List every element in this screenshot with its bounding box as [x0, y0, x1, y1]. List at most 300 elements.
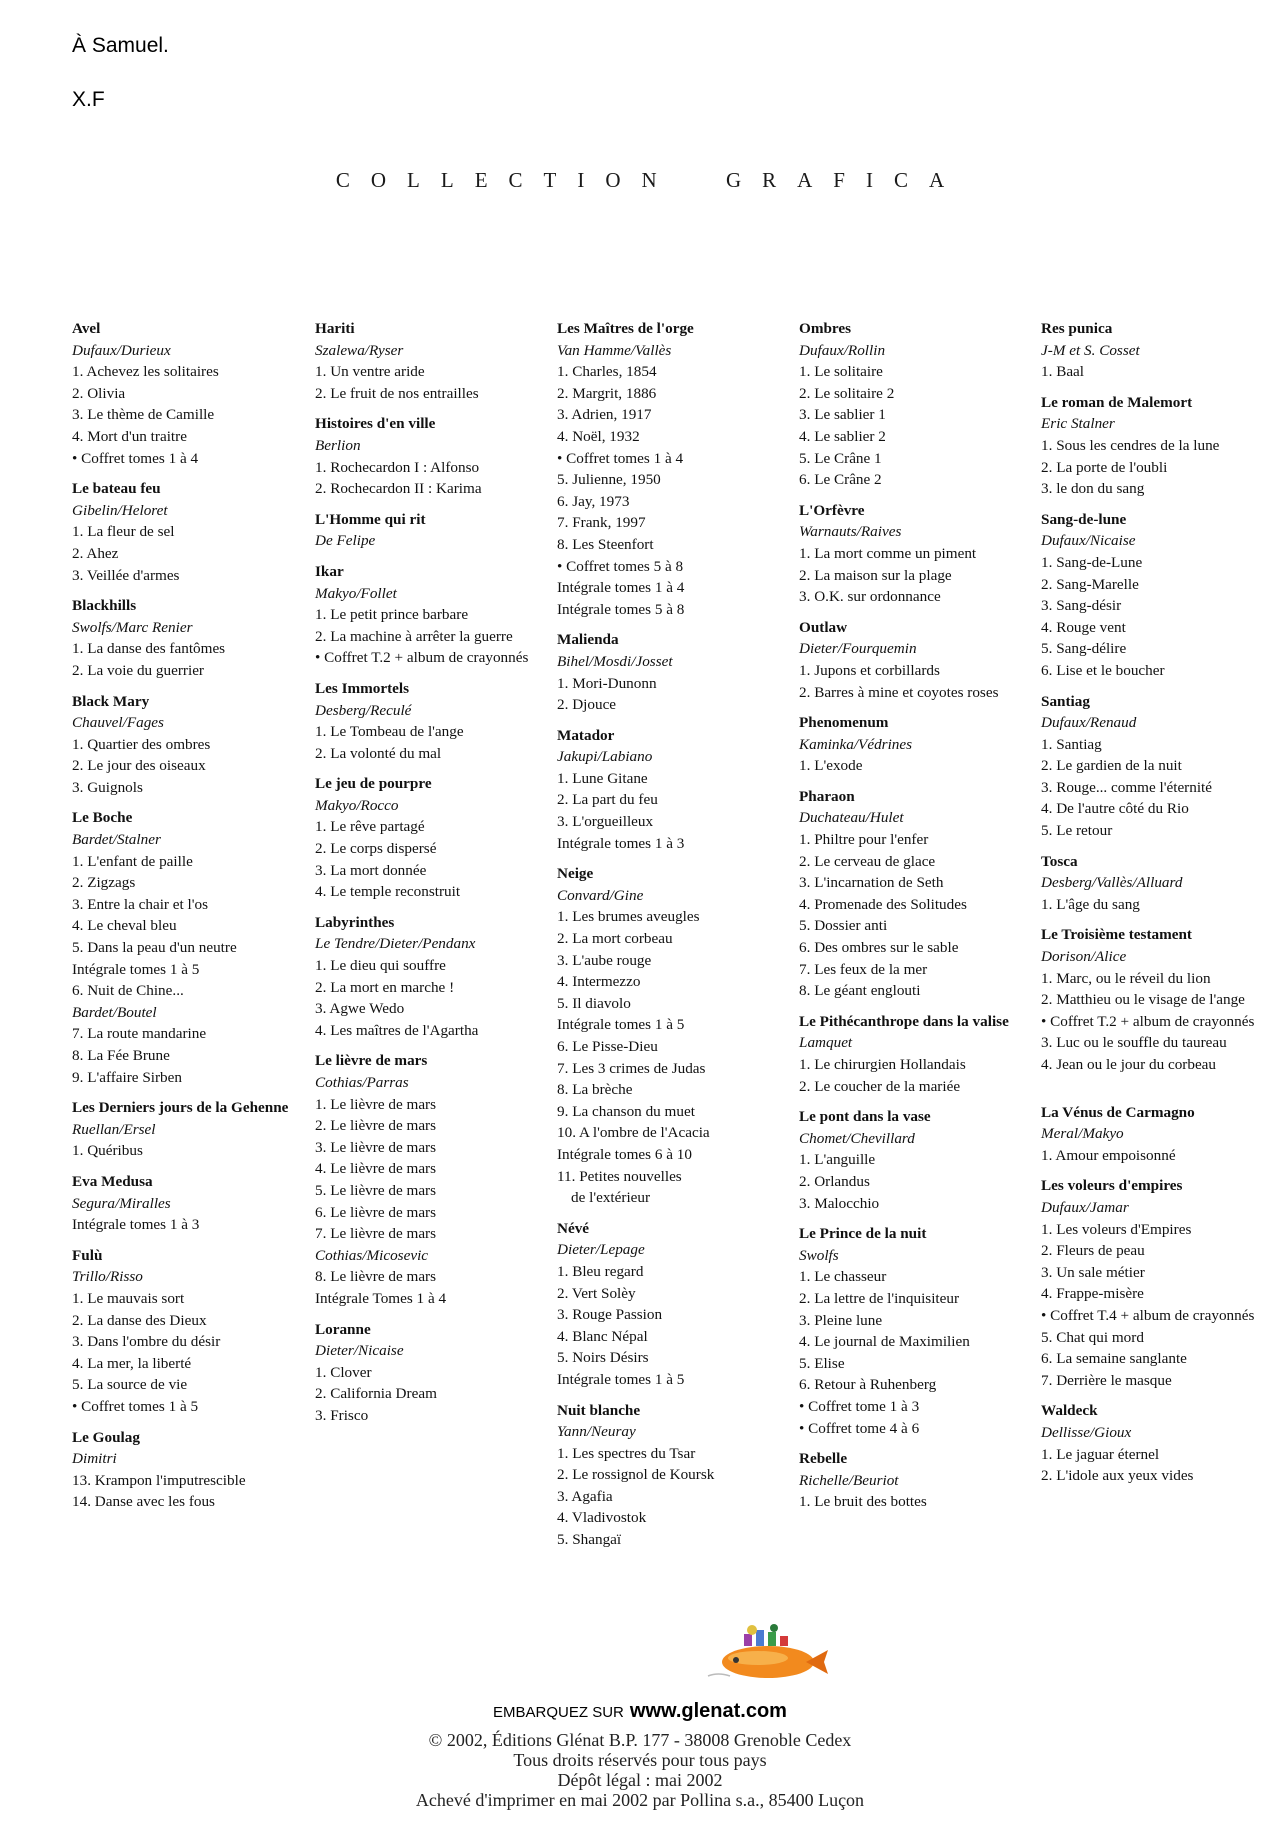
- series-item: 2. Orlandus: [799, 1172, 870, 1190]
- series-block: [799, 786, 1031, 1002]
- series-item: 1. Le lièvre de mars: [315, 1095, 437, 1113]
- series-item: 10. A l'ombre de l'Acacia: [557, 1124, 710, 1142]
- series-authors: Dieter/Lepage: [557, 1241, 645, 1259]
- series-block: [557, 1218, 789, 1391]
- series-title: Santiag: [1041, 692, 1090, 710]
- series-item: 8. Le lièvre de mars: [315, 1268, 437, 1286]
- series-block: [1041, 1102, 1273, 1167]
- series-item: 6. Lise et le boucher: [1041, 661, 1165, 679]
- series-authors: Dellisse/Gioux: [1041, 1423, 1132, 1441]
- series-item: 3. Malocchio: [799, 1194, 880, 1212]
- series-authors: Swolfs/Marc Renier: [72, 618, 193, 636]
- series-item: 2. La lettre de l'inquisiteur: [799, 1289, 960, 1307]
- series-authors: Desberg/Vallès/Alluard: [1041, 874, 1183, 892]
- series-item: 3. La mort donnée: [315, 861, 427, 879]
- series-authors: Makyo/Rocco: [315, 796, 399, 814]
- series-item: 1. Les brumes aveugles: [557, 908, 700, 926]
- series-item: 3. Entre la chair et l'os: [72, 895, 208, 913]
- series-authors: Dorison/Alice: [1041, 948, 1127, 966]
- series-item: Intégrale tomes 1 à 3: [72, 1216, 200, 1234]
- series-item: 1. Sous les cendres de la lune: [1041, 436, 1220, 454]
- copyright-line: Dépôt légal : mai 2002: [557, 1770, 723, 1790]
- series-item: 7. Les 3 crimes de Judas: [557, 1059, 706, 1077]
- series-title: Eva Medusa: [72, 1172, 153, 1190]
- series-authors: Le Tendre/Dieter/Pendanx: [315, 935, 476, 953]
- series-title: Les Maîtres de l'orge: [557, 320, 694, 337]
- copyright-line: Achevé d'imprimer en mai 2002 par Pollina s.a., 85400 Luçon: [415, 1790, 865, 1810]
- website-link[interactable]: www.glenat.com: [629, 1700, 787, 1722]
- series-title: Le Goulag: [72, 1428, 140, 1446]
- series-item: 2. La mort en marche !: [315, 978, 455, 996]
- series-authors: Szalewa/Ryser: [315, 341, 404, 359]
- series-item: 1. Philtre pour l'enfer: [799, 831, 929, 849]
- series-item: 4. Promenade des Solitudes: [799, 895, 967, 913]
- series-item: • Coffret tomes 1 à 4: [72, 449, 199, 467]
- series-block: [799, 500, 1031, 608]
- series-item: 8. La brèche: [557, 1081, 633, 1099]
- series-item: 1. Les voleurs d'Empires: [1041, 1220, 1192, 1238]
- catalog-column-5: [1041, 318, 1273, 1496]
- series-item: • Coffret T.2 + album de crayonnés: [315, 649, 529, 667]
- series-item: 4. Blanc Népal: [557, 1327, 648, 1345]
- series-block: [315, 509, 547, 552]
- series-title: Le Prince de la nuit: [799, 1225, 927, 1243]
- series-title: Tosca: [1041, 852, 1078, 870]
- series-title: Les Derniers jours de la Gehenne: [72, 1099, 289, 1117]
- series-item: 7. Le lièvre de mars: [315, 1225, 437, 1243]
- series-authors: Cothias/Parras: [315, 1074, 409, 1091]
- series-item: 1. L'âge du sang: [1041, 895, 1140, 913]
- series-title: Loranne: [315, 1320, 371, 1338]
- series-block: [1041, 509, 1273, 682]
- series-block: [1041, 851, 1273, 916]
- series-item: 3. le don du sang: [1041, 480, 1145, 498]
- series-item: 5. Le retour: [1041, 822, 1113, 840]
- series-item: 2. La part du feu: [557, 791, 658, 809]
- dedication-line-2: X.F: [72, 88, 105, 111]
- series-item: 3. Frisco: [315, 1406, 369, 1424]
- series-item: 1. Clover: [315, 1363, 372, 1381]
- series-item: Intégrale tomes 1 à 5: [72, 960, 200, 978]
- series-authors: Chomet/Chevillard: [799, 1129, 915, 1147]
- series-authors: Dieter/Fourquemin: [799, 640, 917, 658]
- series-authors: Trillo/Risso: [72, 1268, 143, 1286]
- series-item: 6. Jay, 1973: [557, 492, 630, 510]
- series-item: 5. Le lièvre de mars: [315, 1181, 437, 1199]
- series-title: Phenomenum: [799, 714, 889, 732]
- series-title: Ikar: [315, 562, 344, 580]
- series-item: • Coffret tome 1 à 3: [799, 1397, 920, 1415]
- series-item: 9. La chanson du muet: [557, 1102, 695, 1120]
- catalog-column-3: [557, 318, 789, 1560]
- series-item: 6. Nuit de Chine...: [72, 982, 184, 1000]
- series-item: • Coffret T.2 + album de crayonnés: [1041, 1012, 1255, 1030]
- series-authors: Bihel/Mosdi/Josset: [557, 652, 673, 670]
- series-title: Fulù: [72, 1246, 103, 1264]
- series-authors: Yann/Neuray: [557, 1423, 636, 1441]
- glenat-logo-icon: [688, 1618, 838, 1688]
- series-item: 1. L'enfant de paille: [72, 852, 193, 870]
- series-item: 3. Agwe Wedo: [315, 1000, 405, 1018]
- series-item: 1. Le chirurgien Hollandais: [799, 1056, 966, 1073]
- series-item: 6. La semaine sanglante: [1041, 1350, 1187, 1368]
- series-item: 7. Les feux de la mer: [799, 960, 928, 978]
- series-title: Le Pithécanthrope dans la valise: [799, 1012, 1009, 1030]
- series-item: 14. Danse avec les fous: [72, 1493, 215, 1511]
- series-authors: Warnauts/Raives: [799, 523, 902, 541]
- series-authors: J-M et S. Cosset: [1041, 341, 1140, 359]
- series-item: 5. Dossier anti: [799, 917, 888, 935]
- series-item: 2. Olivia: [72, 384, 126, 402]
- series-authors: Eric Stalner: [1041, 415, 1115, 433]
- series-item: 2. La danse des Dieux: [72, 1311, 207, 1329]
- series-item: 1. Sang-de-Lune: [1041, 553, 1143, 571]
- series-item: 2. California Dream: [315, 1385, 437, 1403]
- catalog-column-2: [315, 318, 547, 1436]
- series-item: 4. Le sablier 2: [799, 427, 886, 445]
- series-title: Le lièvre de mars: [315, 1052, 428, 1070]
- series-item: 3. L'aube rouge: [557, 951, 652, 969]
- series-item: 3. Dans l'ombre du désir: [72, 1333, 221, 1351]
- series-item: 3. Veillée d'armes: [72, 566, 180, 584]
- series-authors: De Felipe: [315, 532, 376, 550]
- series-item: 5. Le Crâne 1: [799, 449, 882, 467]
- series-authors: Berlion: [315, 436, 361, 454]
- series-block: [557, 1400, 789, 1551]
- series-item: 1. Quartier des ombres: [72, 735, 211, 753]
- series-item: 8. La Fée Brune: [72, 1047, 170, 1064]
- series-block: [315, 1050, 547, 1309]
- series-item: 7. Frank, 1997: [557, 514, 646, 532]
- catalog-column-1: [72, 318, 304, 1522]
- series-item: 2. Le solitaire 2: [799, 384, 895, 402]
- series-item: 1. Jupons et corbillards: [799, 661, 940, 679]
- series-item: 1. Achevez les solitaires: [72, 363, 219, 381]
- series-authors: Chauvel/Fages: [72, 714, 164, 732]
- series-item: 4. De l'autre côté du Rio: [1041, 800, 1189, 818]
- embark-label: EMBARQUEZ SUR: [493, 1704, 624, 1721]
- series-item: 11. Petites nouvelles: [557, 1167, 682, 1185]
- series-item: 6. Le Crâne 2: [799, 471, 882, 489]
- series-block: [1041, 924, 1273, 1075]
- series-item: 4. Rouge vent: [1041, 618, 1126, 636]
- series-item: 7. Derrière le masque: [1041, 1371, 1172, 1389]
- series-title: Nuit blanche: [557, 1401, 641, 1419]
- series-authors: Van Hamme/Vallès: [557, 341, 672, 359]
- series-title: Les voleurs d'empires: [1041, 1177, 1183, 1195]
- series-block: [315, 678, 547, 764]
- series-title: Le roman de Malemort: [1041, 393, 1193, 411]
- series-item: 1. Rochecardon I : Alfonso: [315, 458, 480, 476]
- series-item: 2. Le cerveau de glace: [799, 852, 936, 870]
- series-authors: Desberg/Reculé: [315, 701, 412, 719]
- series-authors: Dufaux/Rollin: [799, 341, 886, 359]
- series-item: 5. Dans la peau d'un neutre: [72, 939, 237, 957]
- series-block: [72, 1171, 304, 1236]
- series-authors: Dufaux/Renaud: [1041, 714, 1137, 732]
- series-title: La Vénus de Carmagno: [1041, 1103, 1195, 1121]
- series-item: 1. Charles, 1854: [557, 363, 657, 381]
- series-authors: Segura/Miralles: [72, 1194, 171, 1212]
- series-authors: Makyo/Follet: [315, 584, 397, 602]
- series-item: 1. Baal: [1041, 363, 1085, 381]
- series-item: 2. Ahez: [72, 544, 119, 562]
- series-item: 6. Le Pisse-Dieu: [557, 1038, 658, 1055]
- series-item: 3. Agafia: [557, 1487, 613, 1505]
- series-item: 2. Le gardien de la nuit: [1041, 757, 1182, 775]
- copyright-line: © 2002, Éditions Glénat B.P. 177 - 38008 Grenoble Cedex: [428, 1730, 852, 1750]
- series-item: 5. Elise: [799, 1354, 845, 1372]
- series-block: [1041, 392, 1273, 500]
- series-authors: Kaminka/Védrines: [799, 735, 913, 753]
- series-item: 2. Le jour des oiseaux: [72, 757, 206, 775]
- series-item: • Coffret tomes 5 à 8: [557, 557, 684, 575]
- series-title: Rebelle: [799, 1450, 848, 1468]
- series-item: 1. L'exode: [799, 757, 863, 775]
- series-item: 1. La fleur de sel: [72, 523, 175, 541]
- series-item: 1. Quéribus: [72, 1142, 143, 1160]
- series-item: 1. L'anguille: [799, 1151, 876, 1169]
- series-item: 5. La source de vie: [72, 1376, 188, 1394]
- series-item: Intégrale tomes 5 à 8: [557, 600, 685, 618]
- dedication-line-1: À Samuel.: [72, 34, 169, 57]
- copyright-block: [0, 1730, 1280, 1810]
- series-item: 1. Marc, ou le réveil du lion: [1041, 969, 1211, 987]
- series-item: Intégrale tomes 1 à 5: [557, 1016, 685, 1034]
- series-title: Black Mary: [72, 692, 150, 710]
- series-block: [72, 478, 304, 586]
- series-block: [72, 1427, 304, 1513]
- series-item: 3. O.K. sur ordonnance: [799, 588, 941, 606]
- series-authors: Richelle/Beuriot: [799, 1471, 899, 1489]
- series-title: Matador: [557, 726, 615, 744]
- series-block: [1041, 1175, 1273, 1391]
- series-item: 13. Krampon l'imputrescible: [72, 1471, 246, 1489]
- series-title: Le Troisième testament: [1041, 926, 1192, 944]
- series-block: [315, 1319, 547, 1427]
- series-item: 4. Le lièvre de mars: [315, 1160, 437, 1178]
- series-item: 2. Margrit, 1886: [557, 384, 657, 402]
- series-item: 1. Le solitaire: [799, 363, 883, 381]
- series-authors: Dufaux/Jamar: [1041, 1198, 1129, 1216]
- series-title: Waldeck: [1041, 1402, 1098, 1420]
- series-item: 3. Adrien, 1917: [557, 406, 652, 424]
- series-item: • Coffret tome 4 à 6: [799, 1419, 920, 1437]
- series-item: • Coffret tomes 1 à 4: [557, 449, 684, 467]
- series-item: 1. Le rêve partagé: [315, 818, 425, 836]
- series-block: [799, 1106, 1031, 1214]
- series-item: 4. Noël, 1932: [557, 427, 640, 445]
- series-item: 4. Le journal de Maximilien: [799, 1333, 970, 1351]
- series-block: [799, 318, 1031, 491]
- series-item: 6. Le lièvre de mars: [315, 1203, 437, 1221]
- series-item: 1. Santiag: [1041, 735, 1102, 753]
- series-item: • Coffret T.4 + album de crayonnés: [1041, 1306, 1255, 1324]
- series-block: [557, 863, 789, 1209]
- series-item: 3. Guignols: [72, 778, 143, 796]
- series-item: 2. Le fruit de nos entrailles: [315, 384, 479, 402]
- series-title: Malienda: [557, 631, 619, 649]
- series-block: [557, 725, 789, 855]
- series-item: 4. Frappe-misère: [1041, 1285, 1144, 1303]
- series-title: Hariti: [315, 320, 355, 337]
- series-title: Le pont dans la vase: [799, 1108, 931, 1126]
- series-title: Le jeu de pourpre: [315, 775, 432, 793]
- series-block: [557, 318, 789, 620]
- series-authors: Ruellan/Ersel: [72, 1120, 156, 1138]
- series-block: [315, 413, 547, 499]
- series-authors: Dufaux/Durieux: [72, 341, 171, 359]
- series-item: 3. L'incarnation de Seth: [799, 874, 944, 892]
- series-block: [799, 712, 1031, 777]
- series-item: 7. La route mandarine: [72, 1025, 207, 1043]
- series-item: 1. Le petit prince barbare: [315, 606, 469, 624]
- series-item: 2. Le lièvre de mars: [315, 1117, 437, 1135]
- series-block: [315, 318, 547, 404]
- series-title: Le Boche: [72, 809, 133, 827]
- series-item: Intégrale Tomes 1 à 4: [315, 1289, 447, 1307]
- series-title: Neige: [557, 865, 594, 883]
- series-item: 1. Le mauvais sort: [72, 1289, 185, 1307]
- series-authors: Swolfs: [799, 1246, 839, 1264]
- series-item: 1. Mori-Dunonn: [557, 674, 657, 692]
- series-item: 1. Bleu regard: [557, 1262, 644, 1280]
- series-item: 3. L'orgueilleux: [557, 813, 654, 831]
- series-authors: Lamquet: [799, 1034, 853, 1052]
- series-authors: Duchateau/Hulet: [799, 809, 904, 827]
- series-title: Histoires d'en ville: [315, 415, 436, 433]
- series-item: 6. Retour à Ruhenberg: [799, 1376, 937, 1394]
- series-authors: Bardet/Stalner: [72, 831, 161, 849]
- series-item: 3. Le lièvre de mars: [315, 1138, 437, 1156]
- series-item: 3. Sang-désir: [1041, 597, 1122, 615]
- series-item: 6. Des ombres sur le sable: [799, 939, 959, 957]
- series-item: 3. Pleine lune: [799, 1311, 883, 1329]
- series-item: 2. Barres à mine et coyotes roses: [799, 683, 999, 701]
- series-item: 3. Rouge... comme l'éternité: [1041, 778, 1213, 796]
- series-item: 2. La maison sur la plage: [799, 566, 952, 584]
- series-block: [72, 691, 304, 799]
- series-title: Névé: [557, 1219, 590, 1237]
- series-authors: Meral/Makyo: [1041, 1125, 1124, 1143]
- series-block: [72, 595, 304, 681]
- copyright-line: Tous droits réservés pour tous pays: [513, 1750, 767, 1770]
- series-title: Res punica: [1041, 320, 1113, 337]
- series-item: 1. Le chasseur: [799, 1268, 887, 1286]
- series-item: 4. Vladivostok: [557, 1509, 647, 1527]
- series-block: [1041, 691, 1273, 842]
- series-title: Le bateau feu: [72, 480, 161, 498]
- series-item: 3. Rouge Passion: [557, 1306, 663, 1324]
- series-item: 5. Shangaï: [557, 1531, 622, 1549]
- series-item: 5. Chat qui mord: [1041, 1328, 1144, 1346]
- series-item: • Coffret tomes 1 à 5: [72, 1397, 199, 1415]
- series-authors: Cothias/Micosevic: [315, 1246, 429, 1264]
- series-item: 9. L'affaire Sirben: [72, 1068, 182, 1086]
- series-item: 5. Julienne, 1950: [557, 471, 661, 489]
- series-item: 2. Le corps dispersé: [315, 840, 437, 858]
- series-item: 3. Un sale métier: [1041, 1263, 1145, 1281]
- series-item: 5. Il diavolo: [557, 994, 631, 1012]
- series-item: 4. La mer, la liberté: [72, 1354, 192, 1372]
- series-item: 2. La volonté du mal: [315, 744, 442, 762]
- series-item: 4. Les maîtres de l'Agartha: [315, 1021, 479, 1039]
- series-item: 2. Rochecardon II : Karima: [315, 480, 482, 498]
- series-item: 2. Fleurs de peau: [1041, 1242, 1145, 1260]
- series-block: [1041, 318, 1273, 383]
- series-item: 3. Le thème de Camille: [72, 406, 215, 424]
- series-item: 2. Vert Solèy: [557, 1284, 636, 1302]
- series-item: 2. La mort corbeau: [557, 930, 673, 948]
- series-item: 1. Le Tombeau de l'ange: [315, 723, 464, 741]
- series-block: [72, 1097, 304, 1162]
- series-item: 3. Luc ou le souffle du taureau: [1041, 1034, 1227, 1052]
- series-item: 1. La danse des fantômes: [72, 640, 226, 658]
- series-item: 1. Les spectres du Tsar: [557, 1444, 696, 1462]
- series-item: 2. Matthieu ou le visage de l'ange: [1041, 991, 1245, 1009]
- series-title: Avel: [72, 320, 101, 337]
- series-item: 2. Djouce: [557, 696, 617, 714]
- series-title: Blackhills: [72, 597, 137, 615]
- series-item: Intégrale tomes 6 à 10: [557, 1145, 692, 1163]
- series-authors: Dufaux/Nicaise: [1041, 532, 1136, 550]
- series-item: 2. Zigzags: [72, 874, 136, 892]
- series-item: 1. Le bruit des bottes: [799, 1493, 927, 1511]
- series-item: 1. Amour empoisonné: [1041, 1146, 1176, 1164]
- series-block: [799, 617, 1031, 703]
- collection-title: COLLECTION GRAFICA: [335, 168, 966, 192]
- series-authors: Gibelin/Heloret: [72, 501, 168, 519]
- series-block: [72, 807, 304, 1088]
- series-block: [72, 1245, 304, 1418]
- series-item: 1. Un ventre aride: [315, 363, 425, 381]
- series-item: 4. Intermezzo: [557, 973, 641, 991]
- series-title: L'Homme qui rit: [315, 510, 426, 528]
- series-title: Labyrinthes: [315, 913, 395, 931]
- series-item: 4. Le temple reconstruit: [315, 883, 461, 901]
- series-authors: Dimitri: [72, 1450, 117, 1468]
- series-title: Pharaon: [799, 787, 855, 805]
- series-item: de l'extérieur: [571, 1189, 651, 1207]
- series-title: L'Orfèvre: [799, 501, 865, 519]
- series-item: Intégrale tomes 1 à 4: [557, 579, 685, 597]
- series-item: 8. Le géant englouti: [799, 982, 921, 1000]
- series-authors: Jakupi/Labiano: [557, 748, 653, 766]
- series-item: 1. Le jaguar éternel: [1041, 1445, 1160, 1463]
- series-block: [1041, 1400, 1273, 1486]
- series-item: 5. Sang-délire: [1041, 640, 1127, 658]
- series-item: 2. La machine à arrêter la guerre: [315, 627, 513, 645]
- series-item: 1. Lune Gitane: [557, 769, 648, 787]
- series-item: Intégrale tomes 1 à 3: [557, 834, 685, 852]
- website-banner: [0, 1700, 1280, 1723]
- series-block: [315, 773, 547, 903]
- series-item: 4. Mort d'un traitre: [72, 427, 187, 445]
- series-block: [72, 318, 304, 469]
- series-block: [799, 1011, 1031, 1097]
- series-item: 1. Le dieu qui souffre: [315, 957, 446, 975]
- series-authors: Dieter/Nicaise: [315, 1342, 404, 1360]
- series-block: [315, 561, 547, 669]
- series-title: Les Immortels: [315, 679, 410, 697]
- series-item: 4. Le cheval bleu: [72, 917, 177, 935]
- series-item: 2. La porte de l'oubli: [1041, 458, 1168, 476]
- series-item: 2. Sang-Marelle: [1041, 575, 1139, 593]
- series-title: Ombres: [799, 320, 852, 337]
- series-item: 8. Les Steenfort: [557, 535, 654, 553]
- series-item: 2. Le coucher de la mariée: [799, 1077, 961, 1095]
- series-item: 1. La mort comme un piment: [799, 544, 977, 562]
